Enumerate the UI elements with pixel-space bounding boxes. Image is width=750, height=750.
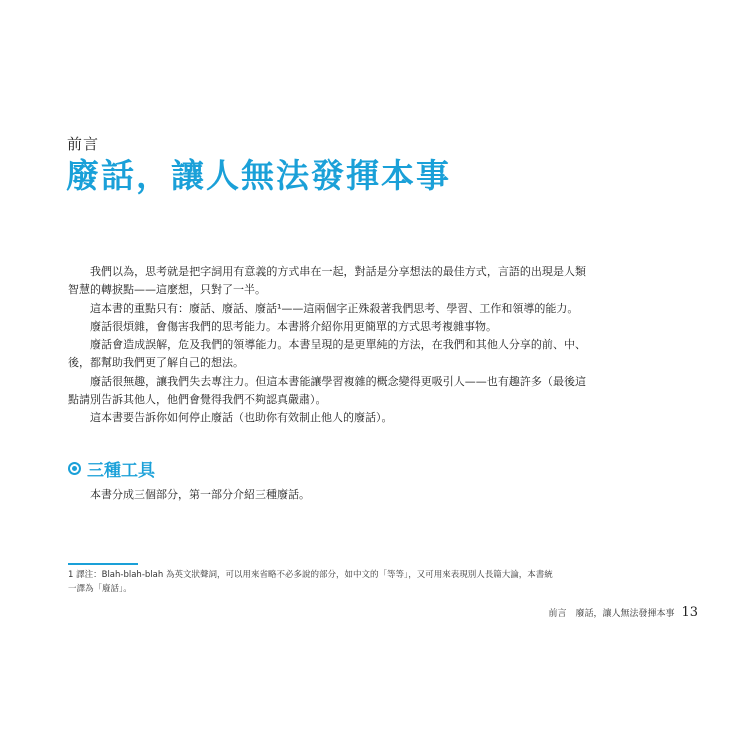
section-body	[68, 486, 586, 504]
running-head: 前言 廢話，讓人無法發揮本事	[548, 609, 675, 619]
paragraph: 本書分成三個部分，第一部分介紹三種廢話。	[90, 488, 310, 501]
running-footer	[548, 605, 698, 620]
paragraph: 這本書要告訴你如何停止廢話（也助你有效制止他人的廢話）。	[90, 411, 393, 425]
body-text	[68, 263, 586, 428]
paragraph: 這本書的重點只有：廢話、廢話、廢話¹——這兩個字正殊殺著我們思考、學習、工作和領導的能力。	[90, 301, 579, 315]
bullseye-icon	[68, 462, 81, 475]
footnote-line: 一譯為「廢話」。	[68, 584, 132, 594]
paragraph: 廢話很煩雜，會傷害我們的思考能力。本書將介紹你用更簡單的方式思考複雜事物。	[90, 319, 497, 333]
page-number: 13	[681, 605, 698, 620]
paragraph: 我們以為，思考就是把字詞用有意義的方式串在一起，對話是分享想法的最佳方式，言語的出現是人類智慧的轉捩點——這麼想，只對了一半。	[68, 265, 586, 297]
paragraph: 廢話會造成誤解，危及我們的領導能力。本書呈現的是更單純的方法，在我們和其他人分享的前、中、後，都幫助我們更了解自己的想法。	[68, 338, 586, 370]
section-heading-label: 三種工具	[87, 461, 155, 481]
chapter-title: 廢話，讓人無法發揮本事	[66, 156, 451, 195]
paragraph: 廢話很無趣，讓我們失去專注力。但這本書能讓學習複雜的概念變得更吸引人——也有趣許多（最後這點請別告訴其他人，他們會覺得我們不夠認真嚴肅）。	[68, 374, 586, 407]
footnote-line: 1 譯注：Blah-blah-blah 為英文狀聲詞，可以用來省略不必多說的部分，如中文的「等等」，又可用來表現別人長篇大論，本書統	[68, 570, 553, 580]
footnote	[68, 568, 588, 596]
chapter-kicker: 前言	[67, 135, 100, 153]
section-heading	[68, 456, 155, 481]
footnote-rule	[68, 563, 138, 565]
